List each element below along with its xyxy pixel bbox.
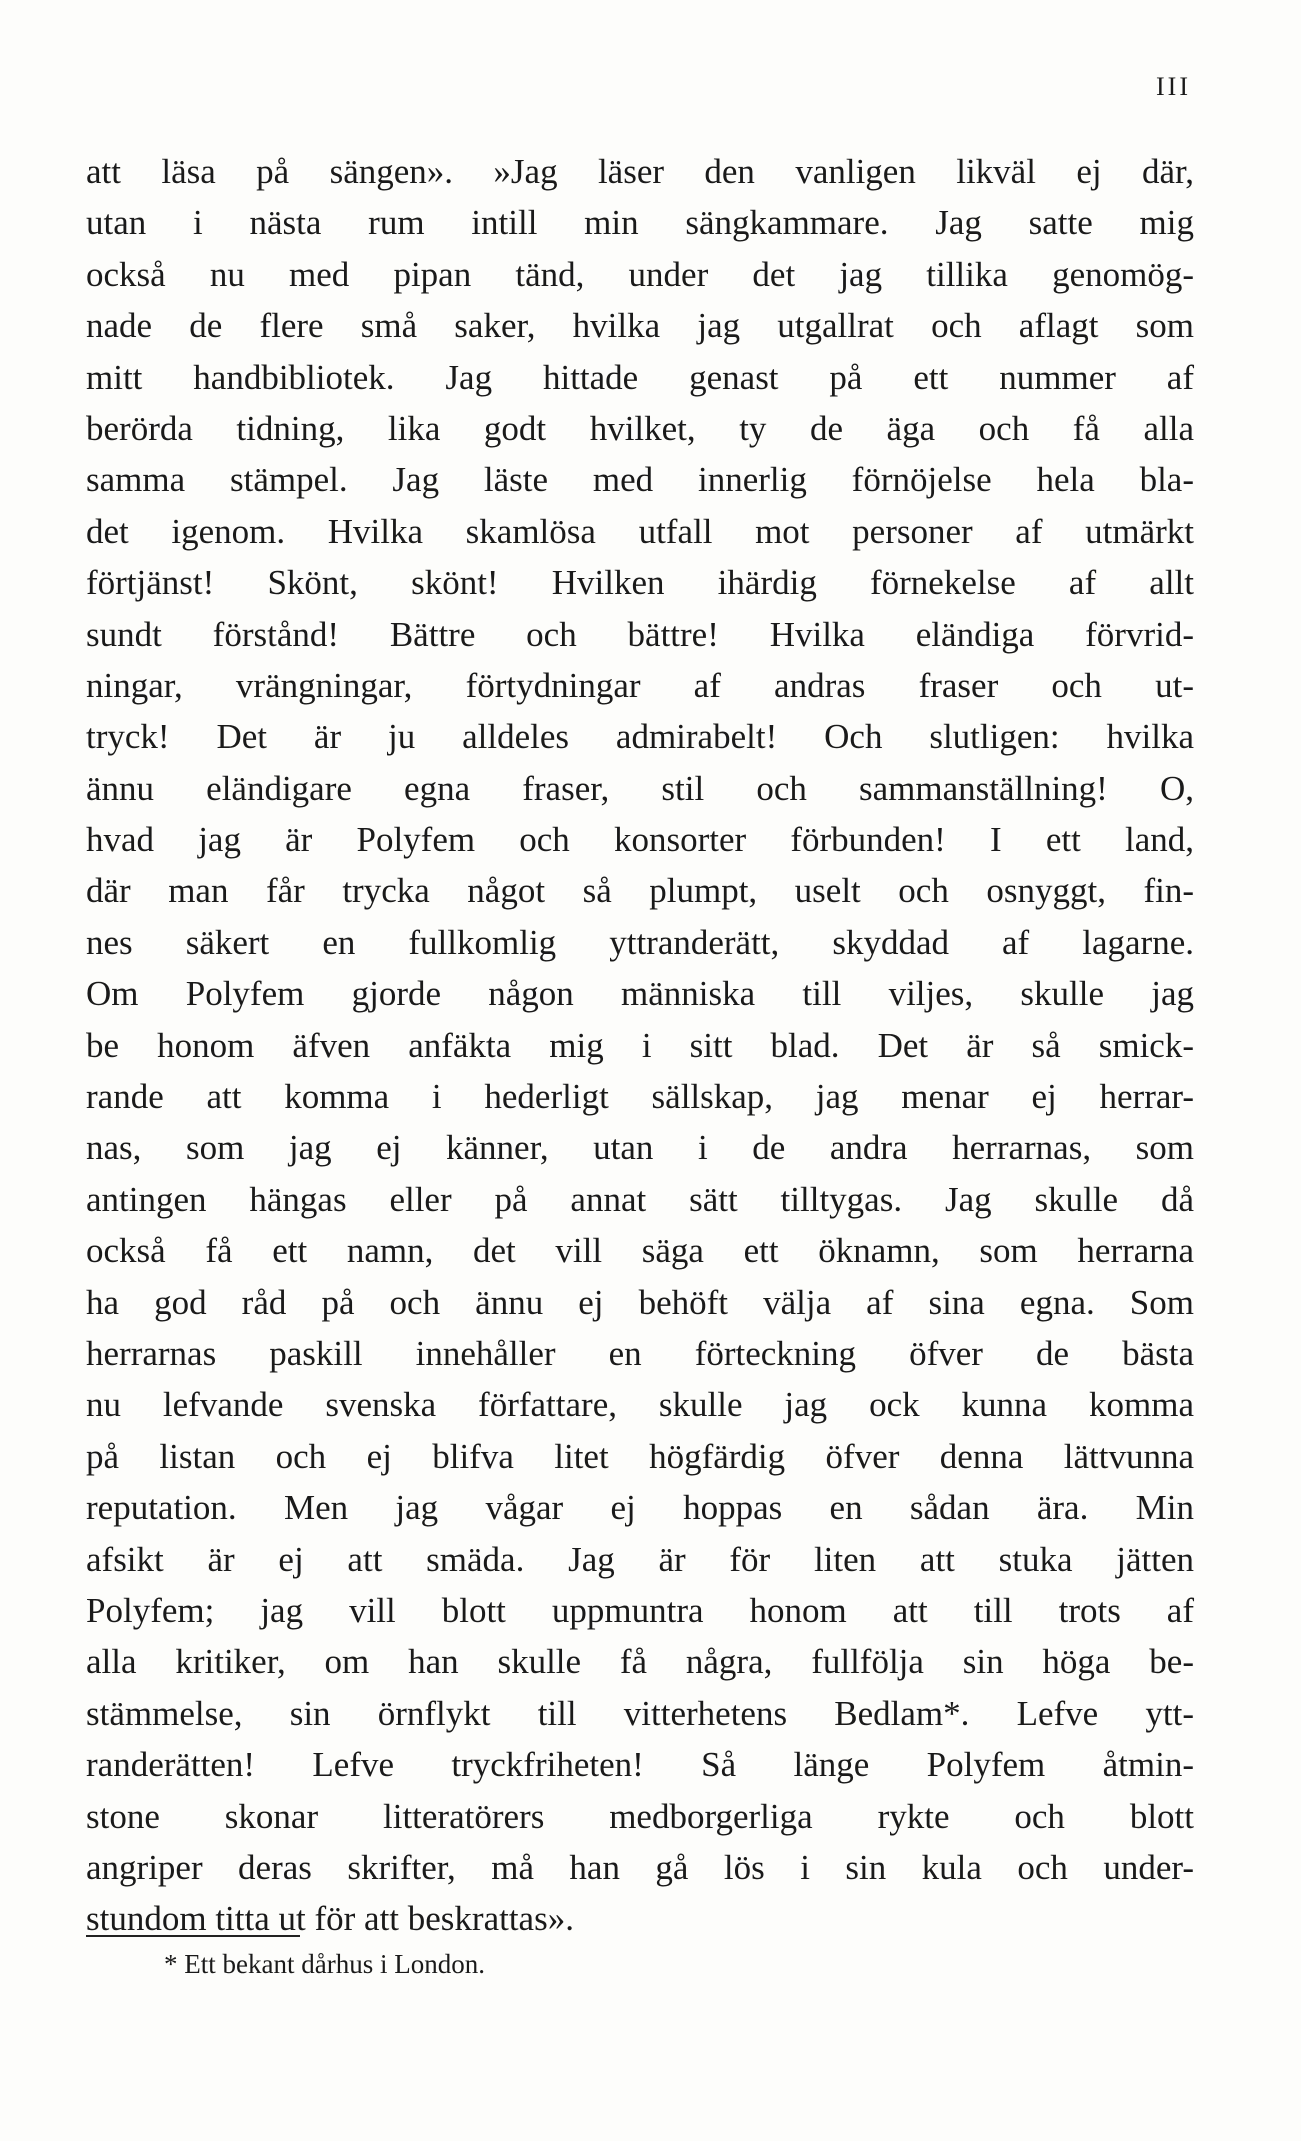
text-line: det igenom. Hvilka skamlösa utfall mot personer af utmärkt (86, 511, 1194, 551)
text-line: stone skonar litteratörers medborgerliga rykte och blott (86, 1796, 1194, 1836)
text-line: också få ett namn, det vill säga ett öknamn, som herrarna (86, 1231, 1194, 1271)
text-line: nu lefvande svenska författare, skulle jag ock kunna komma (86, 1385, 1194, 1425)
text-line: ha god råd på och ännu ej behöft välja af sina egna. Som (86, 1282, 1194, 1322)
footnote: * Ett bekant dårhus i London. (164, 1949, 485, 1979)
text-line: ningar, vrängningar, förtydningar af andras fraser och ut- (86, 665, 1194, 705)
text-line: Om Polyfem gjorde någon människa till viljes, skulle jag (86, 974, 1194, 1014)
text-line: att läsa på sängen». »Jag läser den vanligen likväl ej där, (86, 152, 1194, 191)
footnote-divider (86, 1935, 300, 1937)
text-line: hvad jag är Polyfem och konsorter förbunden! I ett land, (86, 820, 1194, 860)
text-line: stämmelse, sin örnflykt till vitterhetens Bedlam*. Lefve ytt- (86, 1693, 1194, 1733)
text-line: herrarnas paskill innehåller en förteckning öfver de bästa (86, 1333, 1194, 1373)
text-line: berörda tidning, lika godt hvilket, ty de äga och få alla (86, 408, 1194, 448)
text-line: förtjänst! Skönt, skönt! Hvilken ihärdig förnekelse af allt (86, 563, 1194, 603)
text-line: randerätten! Lefve tryckfriheten! Så länge Polyfem åtmin- (86, 1745, 1194, 1785)
text-line: tryck! Det är ju alldeles admirabelt! Och slutligen: hvilka (86, 717, 1194, 757)
text-line: nade de flere små saker, hvilka jag utgallrat och aflagt som (86, 306, 1194, 346)
page-number: III (1156, 72, 1191, 101)
text-line: afsikt är ej att smäda. Jag är för liten att stuka jätten (86, 1539, 1194, 1579)
text-line: reputation. Men jag vågar ej hoppas en sådan ära. Min (86, 1488, 1194, 1528)
body-text (86, 146, 1194, 1945)
text-line: nes säkert en fullkomlig yttranderätt, skyddad af lagarne. (86, 922, 1194, 962)
text-line: på listan och ej blifva litet högfärdig öfver denna lättvunna (86, 1436, 1194, 1476)
text-line: angriper deras skrifter, må han gå lös i sin kula och under- (86, 1847, 1194, 1887)
text-line: också nu med pipan tänd, under det jag tillika genomög- (86, 254, 1194, 294)
text-line: mitt handbibliotek. Jag hittade genast på ett nummer af (86, 357, 1194, 397)
text-line: utan i nästa rum intill min sängkammare. Jag satte mig (86, 203, 1194, 243)
text-line: sundt förstånd! Bättre och bättre! Hvilka eländiga förvrid- (86, 614, 1194, 654)
text-line: Polyfem; jag vill blott uppmuntra honom att till trots af (86, 1590, 1194, 1630)
text-line: alla kritiker, om han skulle få några, fullfölja sin höga be- (86, 1642, 1194, 1682)
text-line: nas, som jag ej känner, utan i de andra herrarnas, som (86, 1128, 1194, 1168)
text-line-last: stundom titta ut för att beskrattas». (86, 1899, 574, 1939)
text-line: ännu eländigare egna fraser, stil och sammanställning! O, (86, 768, 1194, 808)
text-line: där man får trycka något så plumpt, uselt och osnyggt, fin- (86, 871, 1194, 911)
text-line: rande att komma i hederligt sällskap, jag menar ej herrar- (86, 1077, 1194, 1117)
text-line: be honom äfven anfäkta mig i sitt blad. Det är så smick- (86, 1025, 1194, 1065)
text-line: antingen hängas eller på annat sätt tilltygas. Jag skulle då (86, 1179, 1194, 1219)
text-line: samma stämpel. Jag läste med innerlig förnöjelse hela bla- (86, 460, 1194, 500)
